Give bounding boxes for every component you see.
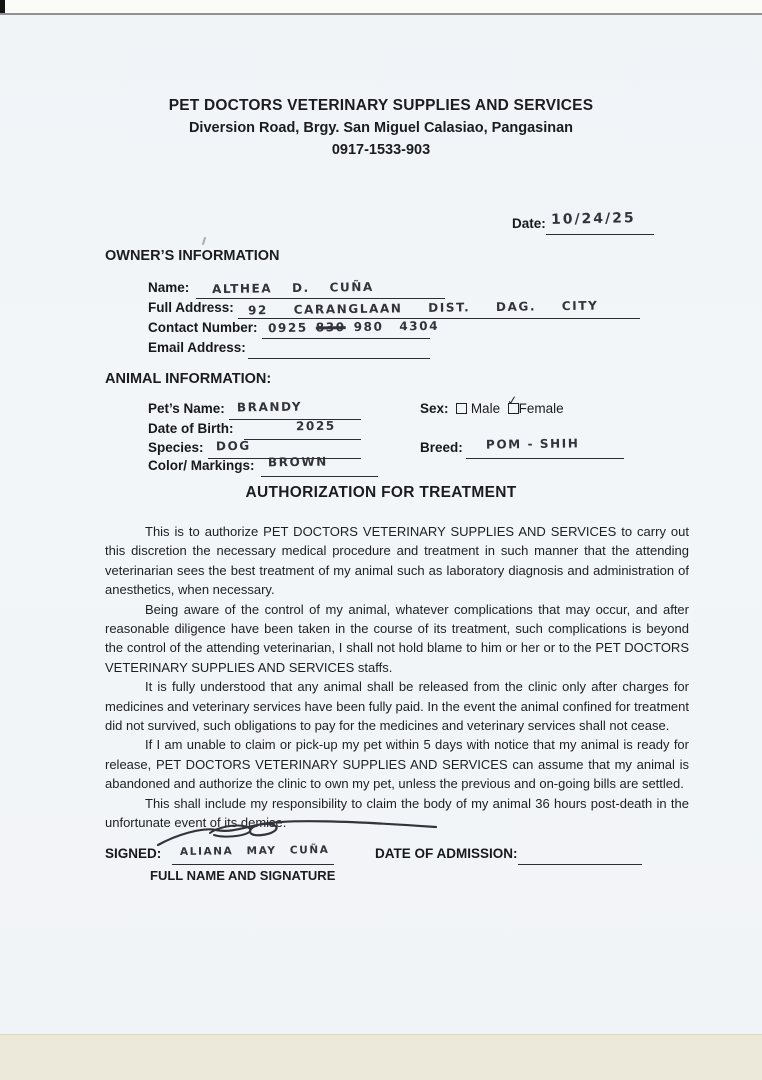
pet-name-handwritten: BRANDY bbox=[236, 399, 303, 415]
sex-male-label: Male bbox=[470, 401, 501, 416]
owner-contact-label: Contact Number: bbox=[148, 320, 258, 335]
paragraph-2: Being aware of the control of my animal, whatever complications that may occur, and after reasonable diligence have been taken in the course of its treatment, such complications is beyond the control of the attending veterinarian, I shall not hold blame to him or her or to the PET DOCTORS VETERINARY SUPPLIES AND SERVICES staffs. bbox=[105, 601, 689, 675]
authorization-body bbox=[105, 522, 689, 833]
scan-bottom-edge bbox=[0, 1034, 762, 1080]
breed-handwritten: POM - SHIH bbox=[485, 436, 580, 452]
paragraph-3: It is fully understood that any animal shall be released from the clinic only after charges for medicines and veterinary services have been fully paid. In the event the animal confined for treatment did not survived, such obligations to pay for the medicines and veterinary services shall not cease. bbox=[105, 679, 689, 734]
full-name-signature-caption: FULL NAME AND SIGNATURE bbox=[150, 868, 336, 883]
owner-name-label: Name: bbox=[148, 280, 190, 295]
dob-line bbox=[244, 438, 361, 440]
paragraph-1: This is to authorize PET DOCTORS VETERINARY SUPPLIES AND SERVICES to carry out this discretion the necessary medical procedure and treatment in such manner that the attending veterinarian sees the best treatment of my animal such as laboratory diagnosis and administration of anesthetics, when necessary. bbox=[105, 524, 689, 598]
owner-name-line bbox=[196, 297, 445, 299]
checkbox-male bbox=[456, 403, 467, 414]
owner-email-label: Email Address: bbox=[148, 340, 246, 355]
animal-section-heading: ANIMAL INFORMATION: bbox=[105, 371, 272, 387]
clinic-address: Diversion Road, Brgy. San Miguel Calasiao, Pangasinan bbox=[188, 120, 574, 136]
signed-name-handwritten: ALIANA MAY CUÑA bbox=[179, 843, 330, 859]
date-of-admission-label: DATE OF ADMISSION: bbox=[375, 846, 518, 861]
owner-address-label: Full Address: bbox=[148, 300, 234, 315]
paragraph-4: If I am unable to claim or pick-up my pet within 5 days with notice that my animal is ready for release, PET DOCTORS VETERINARY SUPPLIES AND SERVICES can assume that my animal is abandoned and authorize the clinic to own my pet, unless the previous and on-going bills are settled. bbox=[105, 737, 689, 792]
authorization-title: AUTHORIZATION FOR TREATMENT bbox=[245, 484, 517, 501]
sex-label: Sex: bbox=[420, 401, 449, 416]
breed-line bbox=[466, 457, 624, 459]
contact-prefix-handwritten: 0925 bbox=[267, 320, 308, 336]
paragraph-5: This shall include my responsibility to claim the body of my animal 36 hours post-death in the unfortunate event of its demise. bbox=[105, 795, 689, 831]
clinic-phone: 0917-1533-903 bbox=[331, 142, 431, 158]
pet-name-label: Pet’s Name: bbox=[148, 401, 225, 416]
scan-top-edge bbox=[0, 0, 762, 15]
color-markings-line bbox=[261, 475, 378, 477]
color-markings-label: Color/ Markings: bbox=[148, 458, 255, 473]
owner-section-heading: OWNER’S INFORMATION bbox=[105, 248, 280, 264]
contact-struck-digits: 830 bbox=[315, 320, 346, 335]
sex-row bbox=[420, 393, 564, 416]
species-handwritten: DOG bbox=[215, 438, 251, 454]
date-line bbox=[546, 233, 654, 235]
species-label: Species: bbox=[148, 440, 204, 455]
sex-female-label: Female bbox=[518, 401, 564, 416]
clinic-name: PET DOCTORS VETERINARY SUPPLIES AND SERVICES bbox=[168, 97, 594, 114]
pen-smudge bbox=[202, 237, 206, 245]
color-markings-handwritten: BROWN bbox=[267, 454, 328, 470]
breed-label: Breed: bbox=[420, 440, 463, 455]
scan-corner-mark bbox=[0, 0, 5, 13]
owner-contact-line bbox=[262, 337, 430, 339]
dob-label: Date of Birth: bbox=[148, 421, 234, 436]
owner-name-handwritten: ALTHEA D. CUÑA bbox=[211, 279, 374, 297]
date-of-admission-line bbox=[518, 863, 642, 865]
signed-line bbox=[172, 863, 334, 865]
date-handwritten: 10/24/25 bbox=[550, 210, 636, 228]
date-label: Date: bbox=[512, 216, 546, 231]
owner-email-line bbox=[248, 357, 430, 359]
checkmark-female: ✓ bbox=[505, 393, 519, 410]
owner-address-handwritten: 92 CARANGLAAN DIST. DAG. CITY bbox=[247, 298, 599, 318]
contact-rest-handwritten: 980 4304 bbox=[353, 318, 440, 334]
dob-handwritten: 2025 bbox=[295, 418, 336, 434]
signed-label: SIGNED: bbox=[105, 846, 162, 861]
